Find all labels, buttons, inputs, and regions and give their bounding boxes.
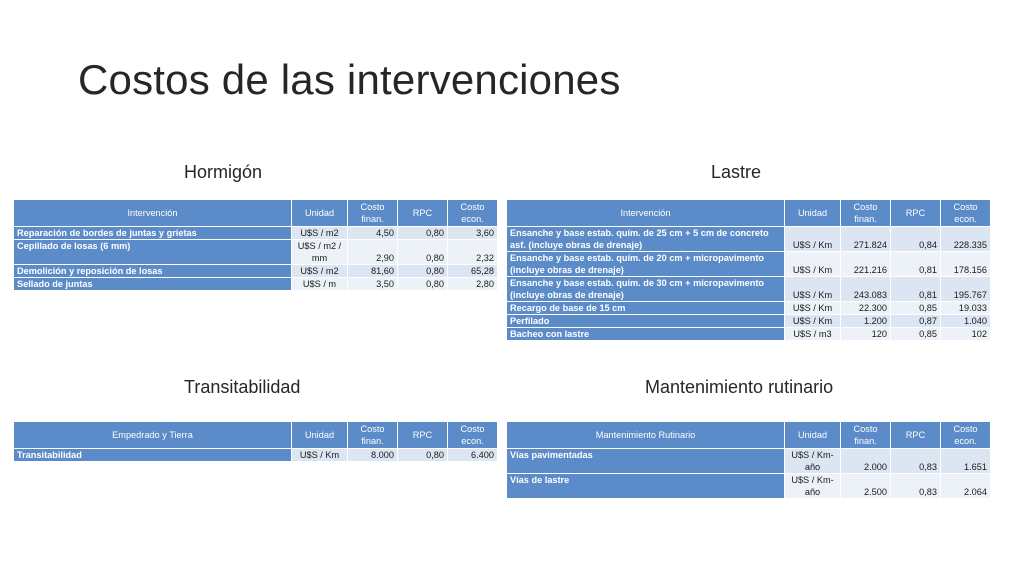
financial-cost-cell: 81,60	[348, 265, 398, 278]
column-header: Intervención	[507, 200, 785, 227]
column-header: RPC	[398, 200, 448, 227]
rpc-cell: 0,83	[891, 474, 941, 499]
rpc-cell: 0,80	[398, 265, 448, 278]
table-row	[507, 227, 991, 252]
unit-cell: U$S / Km	[785, 277, 841, 302]
table-transitabilidad	[13, 421, 498, 462]
economic-cost-cell: 1.651	[941, 449, 991, 474]
intervention-name: Cepillado de losas (6 mm)	[14, 240, 292, 265]
table-row	[507, 252, 991, 277]
unit-cell: U$S / Km	[785, 227, 841, 252]
economic-cost-cell: 228.335	[941, 227, 991, 252]
unit-cell: U$S / m2 / mm	[292, 240, 348, 265]
rpc-cell: 0,85	[891, 328, 941, 341]
unit-cell: U$S / Km	[785, 302, 841, 315]
financial-cost-cell: 2.500	[841, 474, 891, 499]
economic-cost-cell: 3,60	[448, 227, 498, 240]
financial-cost-cell: 243.083	[841, 277, 891, 302]
table-row	[507, 302, 991, 315]
unit-cell: U$S / Km-año	[785, 449, 841, 474]
intervention-name: Demolición y reposición de losas	[14, 265, 292, 278]
rpc-cell: 0,81	[891, 252, 941, 277]
financial-cost-cell: 8.000	[348, 449, 398, 462]
page-title: Costos de las intervenciones	[78, 56, 621, 103]
section-title-mantenimiento: Mantenimiento rutinario	[645, 377, 834, 397]
financial-cost-cell: 4,50	[348, 227, 398, 240]
table-row	[14, 240, 498, 265]
unit-cell: U$S / Km	[785, 252, 841, 277]
financial-cost-cell: 120	[841, 328, 891, 341]
table-row	[507, 315, 991, 328]
rpc-cell: 0,84	[891, 227, 941, 252]
economic-cost-cell: 2,80	[448, 278, 498, 291]
column-header: Costo econ.	[448, 200, 498, 227]
column-header: Costo finan.	[348, 422, 398, 449]
unit-cell: U$S / m2	[292, 227, 348, 240]
economic-cost-cell: 19.033	[941, 302, 991, 315]
rpc-cell: 0,81	[891, 277, 941, 302]
financial-cost-cell: 221.216	[841, 252, 891, 277]
economic-cost-cell: 102	[941, 328, 991, 341]
table-row	[507, 474, 991, 499]
column-header: RPC	[891, 200, 941, 227]
column-header: Costo econ.	[448, 422, 498, 449]
rpc-cell: 0,87	[891, 315, 941, 328]
intervention-name: Reparación de bordes de juntas y grietas	[14, 227, 292, 240]
table-lastre	[506, 199, 991, 341]
rpc-cell: 0,80	[398, 240, 448, 265]
financial-cost-cell: 271.824	[841, 227, 891, 252]
intervention-name: Ensanche y base estab. quím. de 20 cm + micropavimento (incluye obras de drenaje)	[507, 252, 785, 277]
table-row	[14, 265, 498, 278]
column-header: Intervención	[14, 200, 292, 227]
financial-cost-cell: 1.200	[841, 315, 891, 328]
intervention-name: Sellado de juntas	[14, 278, 292, 291]
table-row	[507, 449, 991, 474]
intervention-name: Vías de lastre	[507, 474, 785, 499]
column-header: Unidad	[785, 422, 841, 449]
unit-cell: U$S / Km	[785, 315, 841, 328]
rpc-cell: 0,80	[398, 278, 448, 291]
rpc-cell: 0,80	[398, 227, 448, 240]
column-header: Costo finan.	[348, 200, 398, 227]
rpc-cell: 0,85	[891, 302, 941, 315]
economic-cost-cell: 65,28	[448, 265, 498, 278]
table-mantenimiento	[506, 421, 991, 499]
rpc-cell: 0,83	[891, 449, 941, 474]
economic-cost-cell: 195.767	[941, 277, 991, 302]
unit-cell: U$S / m3	[785, 328, 841, 341]
financial-cost-cell: 2,90	[348, 240, 398, 265]
section-title-hormigon: Hormigón	[184, 162, 263, 182]
intervention-name: Ensanche y base estab. quím. de 25 cm + 5 cm de concreto asf. (incluye obras de drenaje)	[507, 227, 785, 252]
column-header: Unidad	[292, 200, 348, 227]
rpc-cell: 0,80	[398, 449, 448, 462]
column-header: Unidad	[292, 422, 348, 449]
table-row	[14, 278, 498, 291]
intervention-name: Recargo de base de 15 cm	[507, 302, 785, 315]
financial-cost-cell: 3,50	[348, 278, 398, 291]
column-header: Costo econ.	[941, 200, 991, 227]
intervention-name: Perfilado	[507, 315, 785, 328]
financial-cost-cell: 22.300	[841, 302, 891, 315]
column-header: Mantenimiento Rutinario	[507, 422, 785, 449]
intervention-name: Vías pavimentadas	[507, 449, 785, 474]
column-header: Costo finan.	[841, 200, 891, 227]
economic-cost-cell: 2.064	[941, 474, 991, 499]
section-title-lastre: Lastre	[711, 162, 762, 182]
table-row	[14, 449, 498, 462]
economic-cost-cell: 178.156	[941, 252, 991, 277]
table-row	[507, 277, 991, 302]
column-header: Empedrado y Tierra	[14, 422, 292, 449]
column-header: RPC	[398, 422, 448, 449]
column-header: RPC	[891, 422, 941, 449]
table-hormigon	[13, 199, 498, 291]
intervention-name: Ensanche y base estab. quím. de 30 cm + micropavimento (incluye obras de drenaje)	[507, 277, 785, 302]
column-header: Unidad	[785, 200, 841, 227]
unit-cell: U$S / Km-año	[785, 474, 841, 499]
unit-cell: U$S / m2	[292, 265, 348, 278]
economic-cost-cell: 6.400	[448, 449, 498, 462]
unit-cell: U$S / Km	[292, 449, 348, 462]
column-header: Costo econ.	[941, 422, 991, 449]
column-header: Costo finan.	[841, 422, 891, 449]
section-title-transitabilidad: Transitabilidad	[184, 377, 301, 397]
economic-cost-cell: 2,32	[448, 240, 498, 265]
table-row	[14, 227, 498, 240]
intervention-name: Bacheo con lastre	[507, 328, 785, 341]
intervention-name: Transitabilidad	[14, 449, 292, 462]
financial-cost-cell: 2.000	[841, 449, 891, 474]
table-row	[507, 328, 991, 341]
unit-cell: U$S / m	[292, 278, 348, 291]
economic-cost-cell: 1.040	[941, 315, 991, 328]
